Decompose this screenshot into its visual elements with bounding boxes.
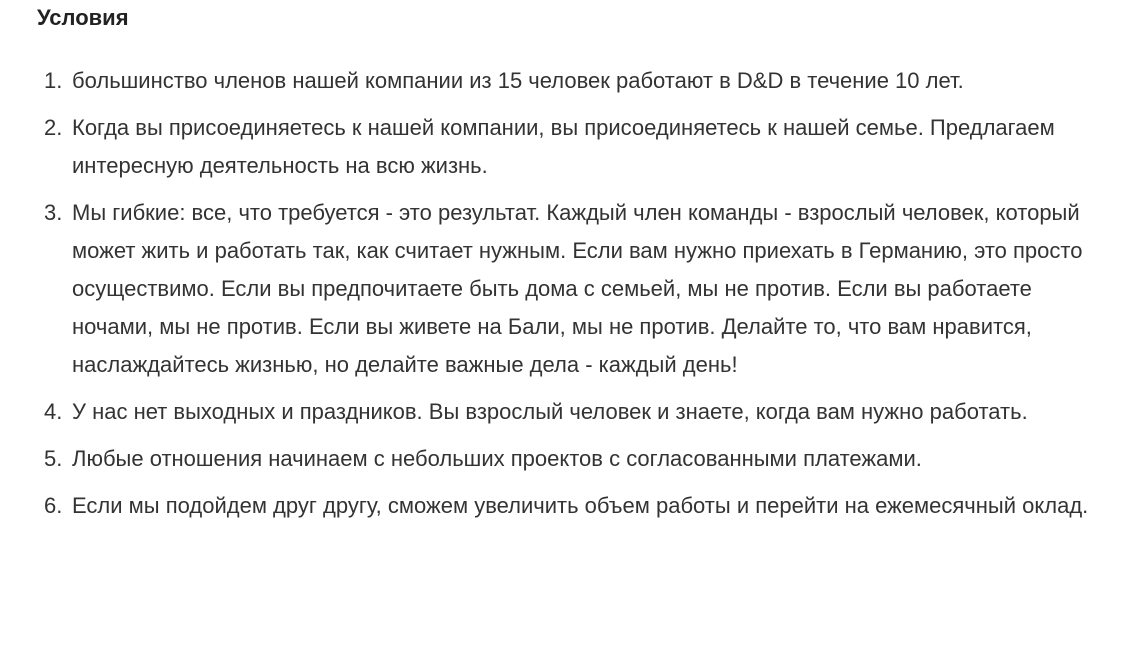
list-item xyxy=(0,440,1134,478)
list-item-number: 5. xyxy=(44,446,63,471)
list-item xyxy=(0,194,1134,384)
list-item-number: 3. xyxy=(44,200,63,225)
section-title: Условия xyxy=(37,5,129,30)
list-item-text: У нас нет выходных и праздников. Вы взрослый человек и знаете, когда вам нужно работать. xyxy=(72,399,1028,424)
list-item-text: Любые отношения начинаем с небольших проектов с согласованными платежами. xyxy=(72,446,922,471)
list-item-number: 1. xyxy=(44,68,63,93)
list-item xyxy=(0,487,1134,525)
list-item xyxy=(0,109,1134,185)
list-item-text: Если мы подойдем друг другу, сможем увеличить объем работы и перейти на ежемесячный оклад. xyxy=(72,493,1089,518)
list-item xyxy=(0,393,1134,431)
conditions-list xyxy=(0,62,1134,534)
list-item-text: большинство членов нашей компании из 15 человек работают в D&D в течение 10 лет. xyxy=(72,68,964,93)
list-item-number: 2. xyxy=(44,115,63,140)
list-item xyxy=(0,62,1134,100)
list-item-number: 6. xyxy=(44,493,63,518)
list-item-number: 4. xyxy=(44,399,63,424)
list-item-text: Когда вы присоединяетесь к нашей компании, вы присоединяетесь к нашей семье. Предлагаем интересную деятельность на всю жизнь. xyxy=(72,115,1055,178)
list-item-text: Мы гибкие: все, что требуется - это результат. Каждый член команды - взрослый человек, который может жить и работать так, как считает нужным. Если вам нужно приехать в Германию, это просто осуществимо. Если вы предпочитаете быть дома с семьей, мы не против. Если вы работаете ночами, мы не против. Если вы живете на Бали, мы не против. Делайте то, что вам нравится, наслаждайтесь жизнью, но делайте важные дела - каждый день! xyxy=(72,200,1083,377)
